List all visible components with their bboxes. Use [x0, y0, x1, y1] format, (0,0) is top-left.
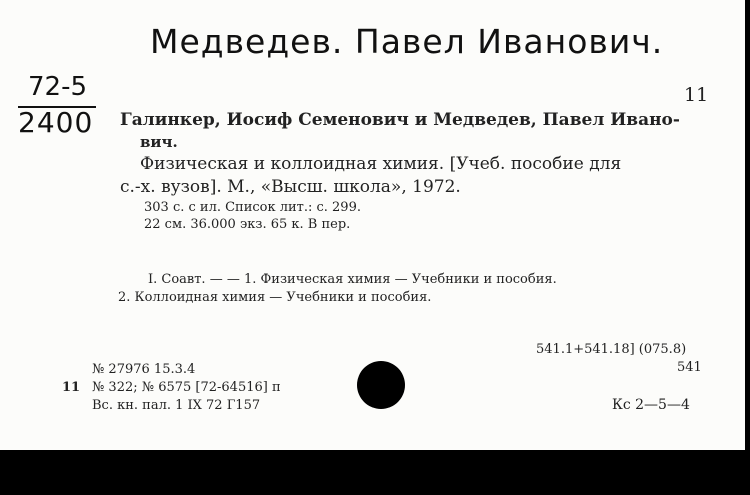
subjects-line-1: I. Соавт. — — 1. Физическая химия — Учебники и пособия.: [148, 272, 557, 287]
registration-line-1: № 27976 15.3.4: [92, 362, 196, 377]
title-line-2: с.-х. вузов]. М., «Высш. школа», 1972.: [120, 177, 461, 197]
handwritten-title: Медведев. Павел Иванович.: [150, 22, 664, 61]
page-number: 11: [684, 84, 709, 106]
heading-line-2: вич.: [140, 133, 178, 151]
heading-line-1: Галинкер, Иосиф Семенович и Медведев, Павел Ивано-: [120, 110, 680, 130]
call-number-bottom: 2400: [18, 106, 94, 139]
call-number-top: 72-5: [28, 72, 88, 102]
registration-line-3: Вс. кн. пал. 1 IX 72 Г157: [92, 398, 261, 413]
title-line-1: Физическая и коллоидная химия. [Учеб. пособие для: [140, 154, 622, 174]
subjects-line-2: 2. Коллоидная химия — Учебники и пособия.: [118, 290, 432, 305]
registration-prefix: 11: [62, 380, 81, 395]
punch-hole: [357, 361, 405, 409]
bbk-classification: 541: [677, 360, 702, 375]
physical-description-1: 303 с. с ил. Список лит.: с. 299.: [144, 200, 361, 215]
udc-classification: 541.1+541.18] (075.8): [536, 342, 687, 357]
price-code: Кс 2—5—4: [612, 397, 690, 413]
physical-description-2: 22 см. 36.000 экз. 65 к. В пер.: [144, 217, 351, 232]
registration-line-2: № 322; № 6575 [72-64516] п: [92, 380, 281, 395]
